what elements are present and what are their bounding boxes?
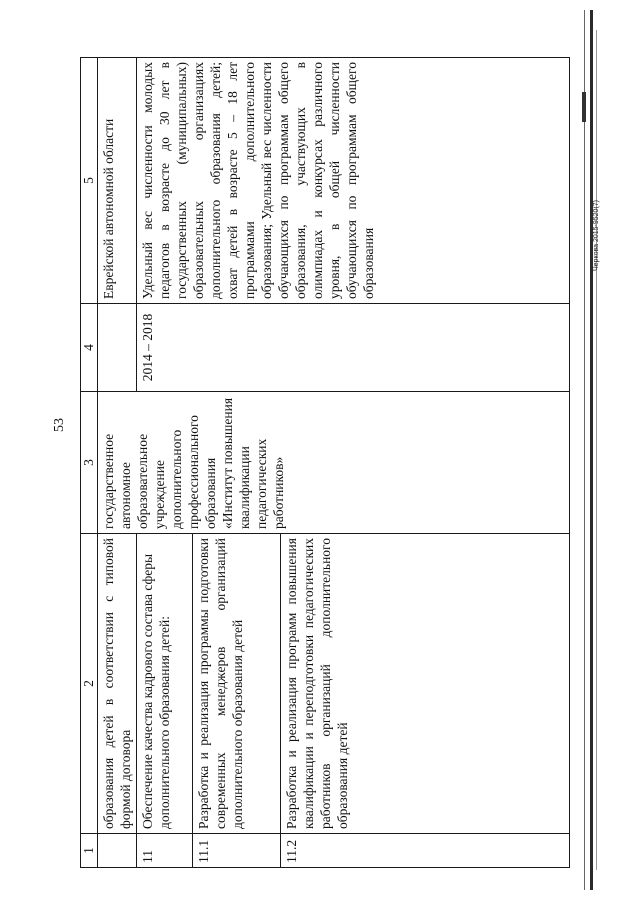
- table-row: [98, 58, 137, 868]
- row-number: 11: [137, 834, 193, 868]
- row-number: 11.2: [281, 834, 570, 868]
- page-number: 53: [52, 418, 67, 432]
- period-cell: 2014 – 2018: [137, 304, 570, 392]
- header-cell-4: 4: [81, 304, 98, 392]
- indicator-cell: Удельный вес численности молодых педагогов в возрасте до 30 лет в государственных (муниципальных) образовательных организациях дополнительного образования детей; охват детей в возрасте 5 – 18 лет программами дополнительного образования; Удельный вес численности обучающихся по программам общего образования, участвующих в олимпиадах и конкурсах различного уровня, в общей численности обучающихся по программам общего образования: [137, 58, 570, 304]
- activity-cell: Разработка и реализация программы подготовки современных менеджеров организаций дополнительного образования детей: [193, 534, 281, 834]
- row-number: 11.1: [193, 834, 281, 868]
- row-number: [98, 834, 137, 868]
- rotated-page: [80, 58, 570, 868]
- document-stamp: Черкова 2015-9520(7): [592, 199, 600, 271]
- activity-cell: образования детей в соответствии с типовой формой договора: [98, 534, 137, 834]
- header-cell-1: 1: [81, 834, 98, 868]
- activity-cell: Разработка и реализация программ повышения квалификации и переподготовки педагогических работников организаций дополнительного образования детей: [281, 534, 570, 834]
- header-cell-2: 2: [81, 534, 98, 834]
- indicator-cell: Еврейской автономной области: [98, 58, 137, 304]
- activity-cell: Обеспечение качества кадрового состава сферы дополнительного образования детей:: [137, 534, 193, 834]
- table-header-row: [81, 58, 98, 868]
- header-cell-5: 5: [81, 58, 98, 304]
- header-cell-3: 3: [81, 392, 98, 534]
- program-table: [80, 57, 570, 868]
- executor-cell: государственное автономное образовательное учреждение дополнительного профессионального образования «Институт повышения квалификации педагогических работников»: [98, 392, 570, 534]
- scan-mark: [582, 92, 586, 122]
- period-cell: [98, 304, 137, 392]
